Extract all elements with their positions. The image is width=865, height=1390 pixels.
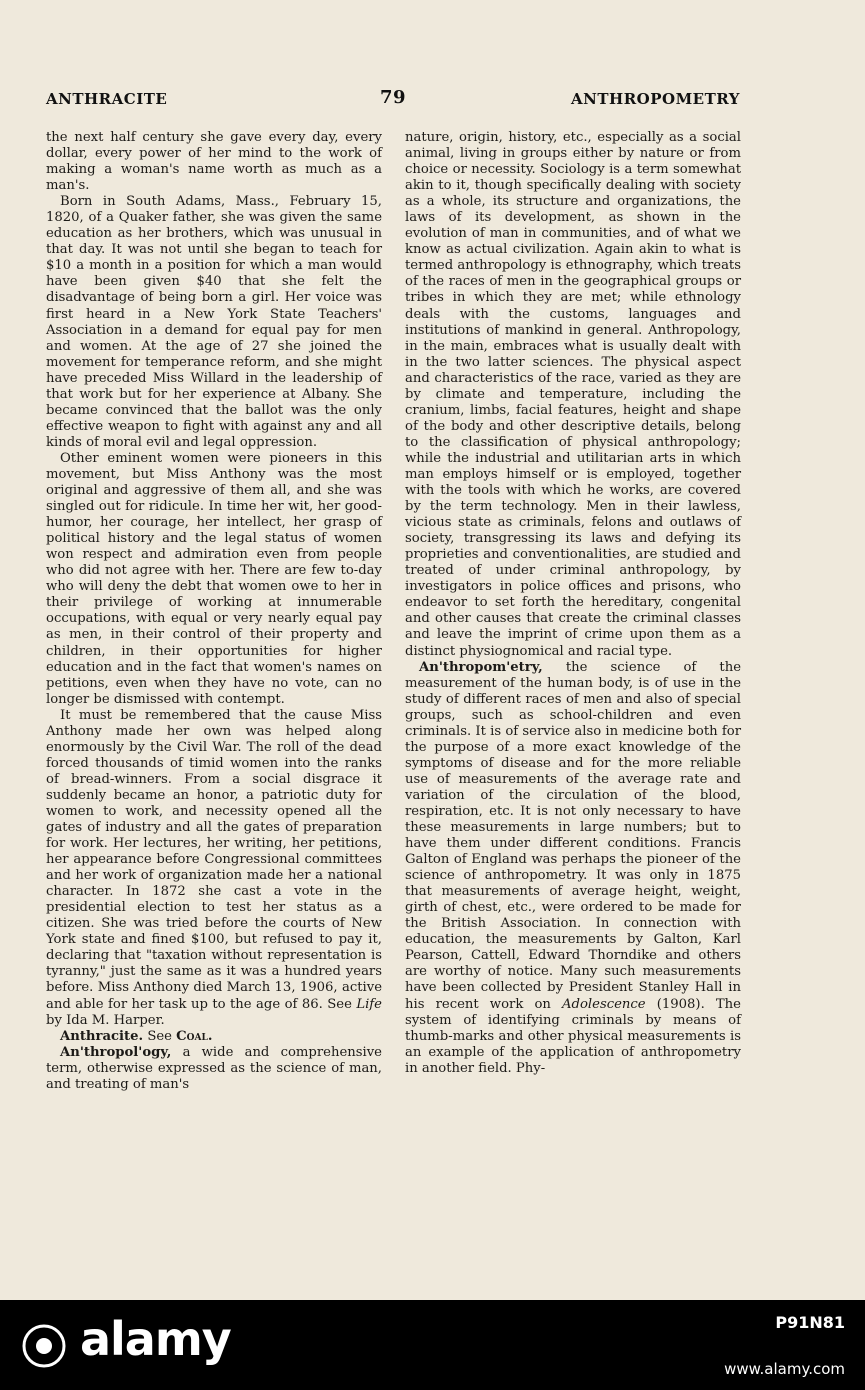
entry-text: a wide and comprehensive term, otherwise expressed as the science of man, and treating of man's: [46, 1044, 382, 1092]
paragraph: [46, 708, 382, 1029]
running-head-right: ANTHROPOMETRY: [571, 90, 740, 108]
paragraph: the next half century she gave every day, every dollar, every power of her mind to the work of making a woman's name worth as much as a man's.: [46, 130, 382, 194]
alamy-logo-icon: [20, 1322, 68, 1370]
entry-term: An'thropom'etry,: [419, 659, 543, 675]
entry-anthracite: [46, 1029, 382, 1045]
image-id: P91N81: [775, 1313, 845, 1332]
paragraph: Born in South Adams, Mass., February 15, 1820, of a Quaker father, she was given the same education as her brothers, which was unusual in that day. It was not until she began to teach for $10 a month in a position for which a man would have been given $40 that she felt the disadvantage of being born a girl. Her voice was first heard in a New York State Teachers' Association in a demand for equal pay for men and women. At the age of 27 she joined the movement for temperance reform, and she might have preceded Miss Willard in the leadership of that work but for her experience at Albany. She became convinced that the ballot was the only effective weapon to fight with against any and all kinds of moral evil and legal oppression.: [46, 194, 382, 450]
right-column: [405, 130, 741, 1077]
page-number: 79: [380, 87, 407, 108]
entry-anthropology: [46, 1045, 382, 1093]
paragraph: Other eminent women were pioneers in this movement, but Miss Anthony was the most original and aggressive of them all, and she was singled out for ridicule. In time her wit, her good-humor, her courage, her intellect, her grasp of political history and the legal status of women won respect and admiration even from people who did not agree with her. There are few to-day who will deny the debt that women owe to her in their privilege of working at innumerable occupations, with equal or very nearly equal pay as men, in their control of their property and children, in their opportunities for higher education and in the fact that women's names on petitions, even when they have no vote, can no longer be dismissed with contempt.: [46, 450, 382, 707]
watermark-url: www.alamy.com: [724, 1360, 845, 1378]
italic-title: Adolescence: [562, 996, 646, 1012]
see-label: See: [147, 1028, 172, 1044]
left-column: [46, 130, 382, 1093]
text-run: (1908). The system of identifying criminals by means of thumb-marks and other physical measurements is an example of the application of anthropometry in another field. Phy-: [405, 996, 741, 1076]
paragraph: nature, origin, history, etc., especially as a social animal, living in groups either by nature or from choice or necessity. Sociology is a term somewhat akin to it, though specifically dealing with society as a whole, its structure and organizations, the laws of its development, as shown in the evolution of man in communities, and of what we know as actual civilization. Again akin to what is termed anthropology is ethnography, which treats of the races of men in the geographical groups or tribes in which they are met; while ethnology deals with the customs, languages and institutions of mankind in general. Anthropology, in the main, embraces what is usually dealt with in the two latter sciences. The physical aspect and characteristics of the race, varied as they are by climate and temperature, including the cranium, limbs, facial features, height and shape of the body and other descriptive details, belong to the classification of physical anthropology; while the industrial and utilitarian arts in which man employs himself or is employed, together with the tools with which he works, are covered by the term technology. Men in their lawless, vicious state as criminals, felons and outlaws of society, transgressing its laws and defying its proprieties and conventionalities, are studied and treated of under criminal anthropology, by investigators in police offices and prisons, who endeavor to set forth the hereditary, congenital and other causes that create the criminal classes and leave the imprint of crime upon them as a distinct physiognomical and racial type.: [405, 130, 741, 659]
text-run: by Ida M. Harper.: [46, 1012, 165, 1028]
entry-anthropometry: [405, 660, 741, 1077]
text-run: It must be remembered that the cause Miss Anthony made her own was helped along enormously by the Civil War. The roll of the dead forced thousands of timid women into the ranks of bread-winners. From a social disgrace it suddenly became an honor, a patriotic duty for women to work, and necessity opened all the gates of industry and all the gates of preparation for work. Her lectures, her writing, her petitions, her appearance before Congressional committees and her work of organization made her a national character. In 1872 she cast a vote in the presidential election to test her status as a citizen. She was tried before the courts of New York state and fined $100, but refused to pay it, declaring that "taxation without representation is tyranny," just the same as it was a hundred years before. Miss Anthony died March 13, 1906, active and able for her task up to the age of 86. See: [46, 707, 382, 1012]
italic-title: Life: [356, 996, 382, 1012]
cross-reference: Coal.: [176, 1028, 213, 1044]
text-run: the science of the measurement of the human body, is of use in the study of different races of men and also of special groups, such as school-children and even criminals. It is of service also in medicine both for the purpose of a more exact knowledge of the symptoms of disease and for the more reliable use of measurements of the average rate and variation of the circulation of the blood, respiration, etc. It is not only necessary to have these measurements in large numbers; but to have them under different conditions. Francis Galton of England was perhaps the pioneer of the science of anthropometry. It was only in 1875 that measurements of average height, weight, girth of chest, etc., were ordered to be made for the British Association. In connection with education, the measurements by Galton, Karl Pearson, Cattell, Edward Thorndike and others are worthy of notice. Many such measurements have been collected by President Stanley Hall in his recent work on: [405, 659, 741, 1012]
running-head-left: ANTHRACITE: [46, 90, 168, 108]
watermark-reference: [724, 1313, 845, 1378]
entry-term: An'thropol'ogy,: [60, 1044, 172, 1060]
entry-term: Anthracite.: [60, 1028, 144, 1044]
watermark-brand: alamy: [80, 1312, 231, 1366]
